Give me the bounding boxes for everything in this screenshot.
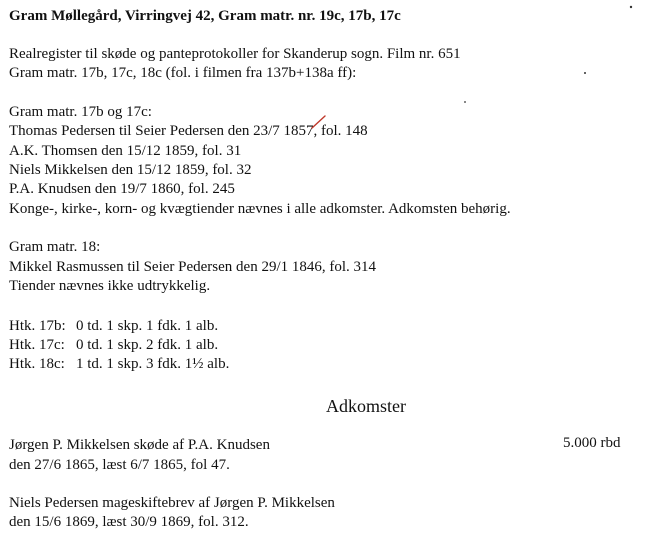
adkomst-item-line-1: Niels Pedersen mageskiftebrev af Jørgen P. Mikkelsen [9,495,335,511]
htk-value: 0 td. 1 skp. 2 fdk. 1 alb. [76,337,219,353]
adkomst-item-line-1: Jørgen P. Mikkelsen skøde af P.A. Knudsen [9,437,270,453]
red-tick-mark-icon [310,114,328,130]
intro-line-1: Realregister til skøde og panteprotokoller for Skanderup sogn. Film nr. 651 [9,46,461,62]
htk-value: 0 td. 1 skp. 1 fdk. 1 alb. [76,318,219,334]
htk-row [9,355,229,373]
section-18-heading: Gram matr. 18: [9,239,101,255]
adkomst-item-line-2: den 15/6 1869, læst 30/9 1869, fol. 312. [9,514,249,530]
section-17-entry: P.A. Knudsen den 19/7 1860, fol. 245 [9,181,235,197]
htk-label: Htk. 18c: [9,356,65,372]
scan-speck-icon [628,4,634,10]
htk-row [9,317,218,335]
section-18-entry: Mikkel Rasmussen til Seier Pedersen den 29/1 1846, fol. 314 [9,259,377,275]
scan-speck-icon [582,70,588,76]
scan-speck-icon [462,99,468,105]
htk-value: 1 td. 1 skp. 3 fdk. 1½ alb. [76,356,230,372]
section-18-entry: Tiender nævnes ikke udtrykkelig. [9,278,211,294]
document-title: Gram Møllegård, Virringvej 42, Gram matr. nr. 19c, 17b, 17c [9,8,401,24]
adkomst-item-line-2: den 27/6 1865, læst 6/7 1865, fol 47. [9,457,230,473]
adkomster-heading: Adkomster [326,396,406,416]
section-17-entry: A.K. Thomsen den 15/12 1859, fol. 31 [9,143,242,159]
section-17-heading: Gram matr. 17b og 17c: [9,104,152,120]
section-17-entry: Niels Mikkelsen den 15/12 1859, fol. 32 [9,162,252,178]
adkomst-amount: 5.000 rbd [563,435,621,451]
htk-row [9,336,218,354]
htk-label: Htk. 17c: [9,337,65,353]
section-17-entry: Konge-, kirke-, korn- og kvægtiender nævnes i alle adkomster. Adkomsten behørig. [9,201,511,217]
intro-line-2: Gram matr. 17b, 17c, 18c (fol. i filmen fra 137b+138a ff): [9,65,357,81]
htk-label: Htk. 17b: [9,318,66,334]
section-17-entry: Thomas Pedersen til Seier Pedersen den 23/7 1857, fol. 148 [9,123,368,139]
